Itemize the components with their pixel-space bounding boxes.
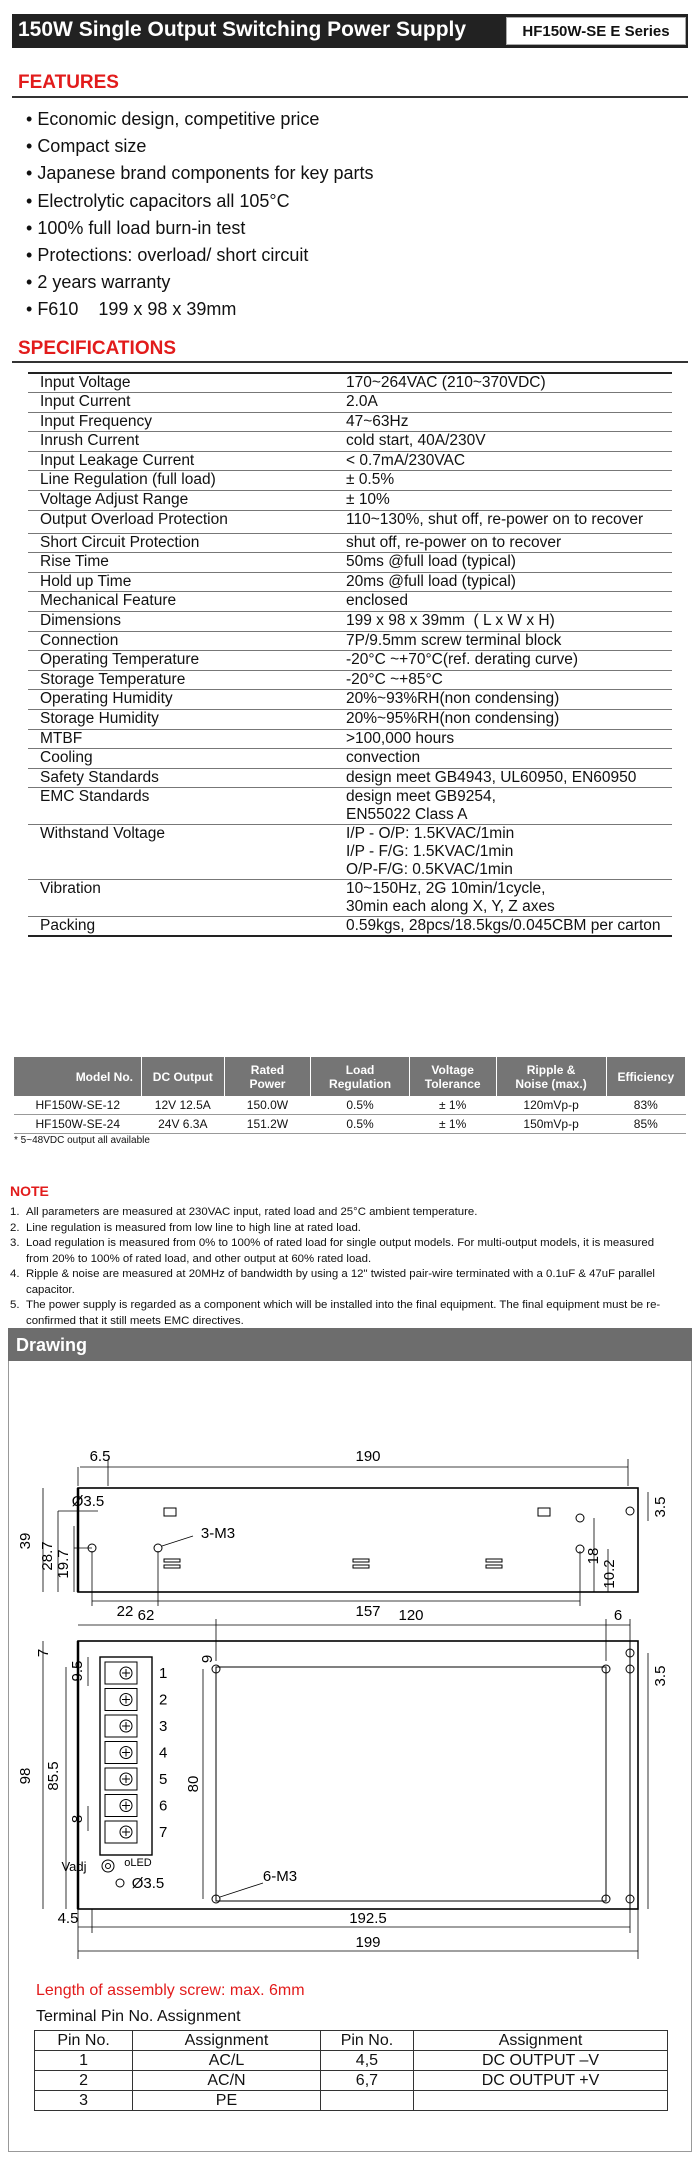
dim-label: 199: [355, 1934, 381, 1951]
model-cell: 151.2W: [224, 1115, 311, 1134]
pin-cell: 1: [35, 2051, 133, 2071]
spec-key: Output Overload Protection: [28, 510, 306, 533]
model-cell: HF150W-SE-24: [14, 1115, 142, 1134]
model-cell: ± 1%: [409, 1096, 496, 1115]
pin-cell: [414, 2091, 668, 2111]
spec-key: Rise Time: [28, 553, 306, 573]
spec-value: design meet GB4943, UL60950, EN60950: [306, 768, 672, 788]
model-cell: 150mVp-p: [496, 1115, 606, 1134]
model-cell: 0.5%: [311, 1096, 409, 1115]
features-list: [26, 106, 374, 324]
spec-row: [28, 553, 672, 573]
spec-row: [28, 491, 672, 511]
note-number: 4.: [10, 1268, 20, 1280]
spec-key: Cooling: [28, 749, 306, 769]
dim-label: 10.2: [601, 1559, 618, 1589]
pin-cell: AC/L: [133, 2051, 321, 2071]
dim-label: 157: [355, 1603, 381, 1620]
spec-value: 20ms @full load (typical): [306, 572, 672, 592]
pin-row: [35, 2051, 668, 2071]
spec-value: 10~150Hz, 2G 10min/1cycle, 30min each along X, Y, Z axes: [306, 880, 672, 917]
dim-label: 80: [185, 1775, 202, 1793]
feature-item: • Protections: overload/ short circuit: [26, 242, 374, 269]
model-column-header: Rated Power: [224, 1057, 311, 1096]
dim-label: 9.5: [69, 1660, 86, 1682]
pin-cell: 3: [35, 2091, 133, 2111]
terminal-number: 4: [159, 1744, 168, 1762]
terminal-number: 3: [159, 1718, 168, 1735]
dim-label: 3.5: [652, 1496, 669, 1518]
terminal-screws: [105, 1662, 137, 1843]
spec-key: Safety Standards: [28, 768, 306, 788]
spec-value: < 0.7mA/230VAC: [306, 451, 672, 471]
spec-value: >100,000 hours: [306, 729, 672, 749]
model-column-header: Efficiency: [606, 1057, 685, 1096]
note-number: 2.: [10, 1221, 20, 1234]
dim-label: 4.5: [57, 1910, 79, 1927]
spec-key: Input Frequency: [28, 412, 306, 432]
spec-row: [28, 651, 672, 671]
spec-row: [28, 471, 672, 491]
drawing-header: [8, 1328, 692, 1361]
dim-label: 6.5: [89, 1448, 111, 1465]
spec-value: 110~130%, shut off, re-power on to recover: [306, 510, 672, 533]
pin-table-title: Terminal Pin No. Assignment: [36, 2008, 241, 2025]
pin-cell: DC OUTPUT +V: [414, 2071, 668, 2091]
spec-key: EMC Standards: [28, 788, 306, 825]
spec-key: Inrush Current: [28, 432, 306, 452]
spec-row: [28, 393, 672, 413]
spec-key: Line Regulation (full load): [28, 471, 306, 491]
spec-key: Voltage Adjust Range: [28, 491, 306, 511]
dim-label: 39: [17, 1532, 34, 1550]
pin-row: [35, 2091, 668, 2111]
dim-label: 120: [398, 1607, 424, 1624]
spec-row: [28, 510, 672, 533]
model-cell: 0.5%: [311, 1115, 409, 1134]
spec-key: Packing: [28, 917, 306, 937]
spec-row: [28, 631, 672, 651]
model-footnote: * 5~48VDC output all available: [14, 1135, 150, 1146]
spec-row: [28, 768, 672, 788]
note-text: All parameters are measured at 230VAC input, rated load and 25°C ambient temperature.: [26, 1206, 478, 1218]
pin-cell: AC/N: [133, 2071, 321, 2091]
side-outline: [78, 1488, 638, 1592]
dim-label: Ø3.5: [71, 1493, 105, 1510]
features-title: FEATURES: [18, 72, 119, 93]
spec-row: [28, 592, 672, 612]
dimension-labels: [17, 1448, 669, 1951]
feature-item: • 100% full load burn-in test: [26, 215, 374, 242]
vadj-potentiometer: [102, 1860, 114, 1872]
spec-key: Hold up Time: [28, 572, 306, 592]
feature-item: • Economic design, competitive price: [26, 106, 374, 133]
spec-row: [28, 749, 672, 769]
spec-row: [28, 917, 672, 937]
vent-slot: [164, 1508, 176, 1516]
feature-item: • 2 years warranty: [26, 269, 374, 296]
pin-cell: DC OUTPUT –V: [414, 2051, 668, 2071]
spec-value: 20%~95%RH(non condensing): [306, 710, 672, 730]
dim-label: 6-M3: [262, 1868, 298, 1885]
spec-row: [28, 825, 672, 880]
note-text: Line regulation is measured from low line to high line at rated load.: [26, 1221, 361, 1234]
spec-value: cold start, 40A/230V: [306, 432, 672, 452]
spec-value: 0.59kgs, 28pcs/18.5kgs/0.045CBM per carton: [306, 917, 672, 937]
mount-hole: [576, 1514, 584, 1522]
pin-cell: [320, 2091, 413, 2111]
model-column-header: Voltage Tolerance: [409, 1057, 496, 1096]
spec-key: Connection: [28, 631, 306, 651]
note-item: [10, 1236, 678, 1267]
features-divider: [12, 96, 688, 98]
spec-key: Storage Humidity: [28, 710, 306, 730]
specs-divider: [12, 361, 688, 363]
mount-hole: [154, 1544, 162, 1552]
spec-value: enclosed: [306, 592, 672, 612]
spec-key: Short Circuit Protection: [28, 533, 306, 553]
dim-label: 19.7: [55, 1549, 72, 1579]
terminal-numbers: [159, 1665, 167, 1841]
mechanical-drawing: [8, 1361, 692, 1981]
dim-label: 62: [137, 1607, 155, 1624]
model-row: [14, 1115, 686, 1134]
model-cell: 83%: [606, 1096, 685, 1115]
spec-row: [28, 612, 672, 632]
spec-value: convection: [306, 749, 672, 769]
dim-label: 192.5: [349, 1910, 387, 1927]
spec-value: ± 0.5%: [306, 471, 672, 491]
model-cell: ± 1%: [409, 1115, 496, 1134]
spec-value: -20°C ~+85°C: [306, 670, 672, 690]
dim-label: Ø3.5: [131, 1875, 165, 1892]
spec-key: MTBF: [28, 729, 306, 749]
dim-label: 6: [613, 1607, 623, 1624]
pin-column-header: Assignment: [133, 2031, 321, 2051]
note-text: Ripple & noise are measured at 20MHz of bandwidth by using a 12" twisted pair-wire terminated with a 0.1uF & 47uF parallel capacitor.: [26, 1268, 655, 1296]
model-cell: 12V 12.5A: [142, 1096, 225, 1115]
specs-title: SPECIFICATIONS: [18, 338, 176, 359]
spec-value: I/P - O/P: 1.5KVAC/1min I/P - F/G: 1.5KVAC/1min O/P-F/G: 0.5KVAC/1min: [306, 825, 672, 880]
feature-item: • F610 199 x 98 x 39mm: [26, 296, 374, 323]
pin-assignment-table: [34, 2030, 668, 2111]
spec-row: [28, 451, 672, 471]
model-cell: HF150W-SE-12: [14, 1096, 142, 1115]
spec-row: [28, 880, 672, 917]
model-table: [14, 1057, 686, 1134]
note-number: 3.: [10, 1237, 20, 1249]
spec-key: Vibration: [28, 880, 306, 917]
note-text: The power supply is regarded as a component which will be installed into the final equipment. The final equipment must be re-confirmed that it still meets EMC directives.: [26, 1299, 661, 1327]
screw-length-note: Length of assembly screw: max. 6mm: [36, 1982, 305, 1999]
note-title: NOTE: [10, 1183, 49, 1199]
spec-value: 199 x 98 x 39mm ( L x W x H): [306, 612, 672, 632]
dim-label: 28.7: [39, 1541, 56, 1571]
note-text: Load regulation is measured from 0% to 100% of rated load for single output models. For multi-output models, it is measured from 20% to 100% of rated load, and other output at 60% rated load.: [26, 1237, 655, 1265]
spec-key: Withstand Voltage: [28, 825, 306, 880]
spec-value: ± 10%: [306, 491, 672, 511]
feature-item: • Electrolytic capacitors all 105°C: [26, 188, 374, 215]
pin-cell: 4,5: [320, 2051, 413, 2071]
note-item: [10, 1221, 678, 1237]
pin-cell: 2: [35, 2071, 133, 2091]
spec-value: design meet GB9254, EN55022 Class A: [306, 788, 672, 825]
spec-key: Storage Temperature: [28, 670, 306, 690]
vent-slot: [538, 1508, 550, 1516]
model-row: [14, 1096, 686, 1115]
feature-item: • Japanese brand components for key parts: [26, 160, 374, 187]
series-badge: HF150W-SE E Series: [506, 17, 686, 45]
dim-label: 190: [355, 1448, 381, 1465]
spec-row: [28, 572, 672, 592]
feature-item: • Compact size: [26, 133, 374, 160]
dim-label: 22: [116, 1603, 134, 1620]
pin-column-header: Pin No.: [320, 2031, 413, 2051]
model-cell: 150.0W: [224, 1096, 311, 1115]
pin-column-header: Assignment: [414, 2031, 668, 2051]
spec-key: Input Leakage Current: [28, 451, 306, 471]
drawing-title: Drawing: [16, 1335, 88, 1355]
vadj-label: Vadj: [61, 1859, 87, 1874]
spec-row: [28, 432, 672, 452]
note-item: [10, 1298, 678, 1329]
pin-cell: PE: [133, 2091, 321, 2111]
spec-row: [28, 710, 672, 730]
led-label: oLED: [124, 1857, 152, 1869]
dim-label: 3-M3: [200, 1525, 236, 1542]
dim-label: 98: [17, 1767, 34, 1785]
model-column-header: Model No.: [14, 1057, 142, 1096]
model-column-header: DC Output: [142, 1057, 225, 1096]
spec-key: Operating Temperature: [28, 651, 306, 671]
spec-key: Input Voltage: [28, 373, 306, 393]
spec-key: Mechanical Feature: [28, 592, 306, 612]
terminal-number: 7: [159, 1824, 168, 1841]
spec-value: shut off, re-power on to recover: [306, 533, 672, 553]
dim-label: 18: [585, 1547, 602, 1565]
mount-hole: [626, 1507, 634, 1515]
note-number: 5.: [10, 1299, 20, 1311]
specifications-table: [28, 372, 672, 937]
pin-column-header: Pin No.: [35, 2031, 133, 2051]
pin-cell: 6,7: [320, 2071, 413, 2091]
terminal-number: 5: [159, 1771, 168, 1788]
spec-row: [28, 412, 672, 432]
dim-label: 3.5: [652, 1665, 669, 1687]
spec-row: [28, 670, 672, 690]
page-title: 150W Single Output Switching Power Supply: [18, 18, 467, 41]
spec-key: Input Current: [28, 393, 306, 413]
side-view: [43, 1459, 648, 1606]
spec-row: [28, 533, 672, 553]
spec-value: 7P/9.5mm screw terminal block: [306, 631, 672, 651]
dim-label: 9: [199, 1654, 216, 1664]
dim-label: 8: [69, 1814, 86, 1824]
notes-list: [10, 1205, 678, 1329]
spec-row: [28, 729, 672, 749]
model-column-header: Ripple & Noise (max.): [496, 1057, 606, 1096]
spec-row: [28, 373, 672, 393]
spec-value: 47~63Hz: [306, 412, 672, 432]
terminal-number: 6: [159, 1797, 168, 1815]
dim-label: 85.5: [45, 1761, 62, 1791]
model-cell: 24V 6.3A: [142, 1115, 225, 1134]
model-cell: 85%: [606, 1115, 685, 1134]
spec-value: 170~264VAC (210~370VDC): [306, 373, 672, 393]
spec-value: 2.0A: [306, 393, 672, 413]
spec-value: -20°C ~+70°C(ref. derating curve): [306, 651, 672, 671]
terminal-number: 1: [159, 1665, 168, 1682]
pin-row: [35, 2071, 668, 2091]
terminal-number: 2: [159, 1691, 168, 1709]
note-item: [10, 1267, 678, 1298]
spec-key: Dimensions: [28, 612, 306, 632]
dim-label: 7: [35, 1648, 52, 1658]
spec-row: [28, 788, 672, 825]
note-number: 1.: [10, 1206, 20, 1218]
model-column-header: Load Regulation: [311, 1057, 409, 1096]
spec-row: [28, 690, 672, 710]
model-cell: 120mVp-p: [496, 1096, 606, 1115]
spec-key: Operating Humidity: [28, 690, 306, 710]
note-item: [10, 1205, 678, 1221]
top-view: [43, 1619, 648, 1959]
spec-value: 50ms @full load (typical): [306, 553, 672, 573]
spec-value: 20%~93%RH(non condensing): [306, 690, 672, 710]
